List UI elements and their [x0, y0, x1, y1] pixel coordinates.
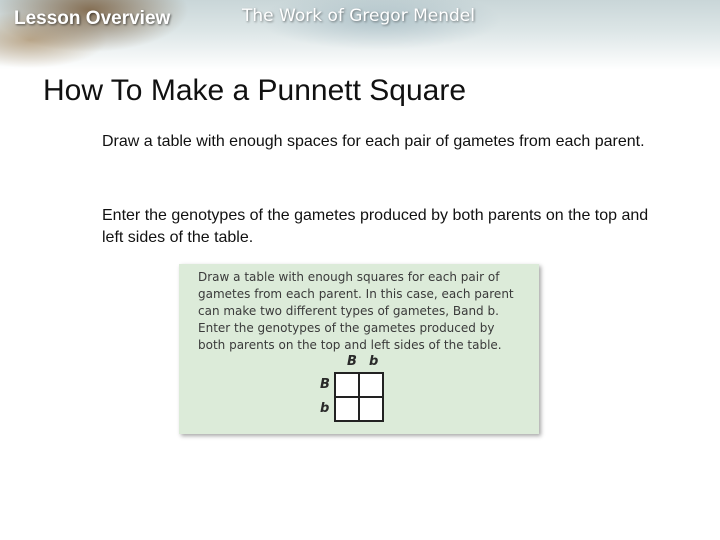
- left-gamete-dominant: B: [320, 377, 330, 392]
- header-banner: [0, 0, 720, 70]
- instruction-paragraph-1: Draw a table with enough spaces for each pair of gametes from each parent.: [102, 133, 645, 150]
- punnett-square: [334, 372, 384, 422]
- figure-line: Enter the genotypes of the gametes produced by: [198, 321, 495, 335]
- slide-title: How To Make a Punnett Square: [43, 74, 467, 107]
- punnett-cell: [335, 397, 359, 421]
- figure-instructions: [198, 269, 528, 354]
- figure-line: Draw a table with enough squares for each pair of: [198, 270, 500, 284]
- punnett-figure: [179, 264, 539, 434]
- unit-title: The Work of Gregor Mendel: [242, 6, 475, 26]
- top-gamete-recessive: b: [369, 354, 379, 369]
- left-gamete-recessive: b: [320, 401, 330, 416]
- figure-line: both parents on the top and left sides of the table.: [198, 338, 502, 352]
- punnett-cell: [359, 373, 383, 397]
- top-gamete-dominant: B: [347, 354, 357, 369]
- figure-line: gametes from each parent. In this case, each parent: [198, 287, 514, 301]
- punnett-cell: [335, 373, 359, 397]
- figure-line: can make two different types of gametes, Band b.: [198, 304, 499, 318]
- instruction-paragraph-2: Enter the genotypes of the gametes produced by both parents on the top and left sides of the table.: [102, 207, 649, 246]
- lesson-overview-label: Lesson Overview: [14, 8, 171, 29]
- punnett-cell: [359, 397, 383, 421]
